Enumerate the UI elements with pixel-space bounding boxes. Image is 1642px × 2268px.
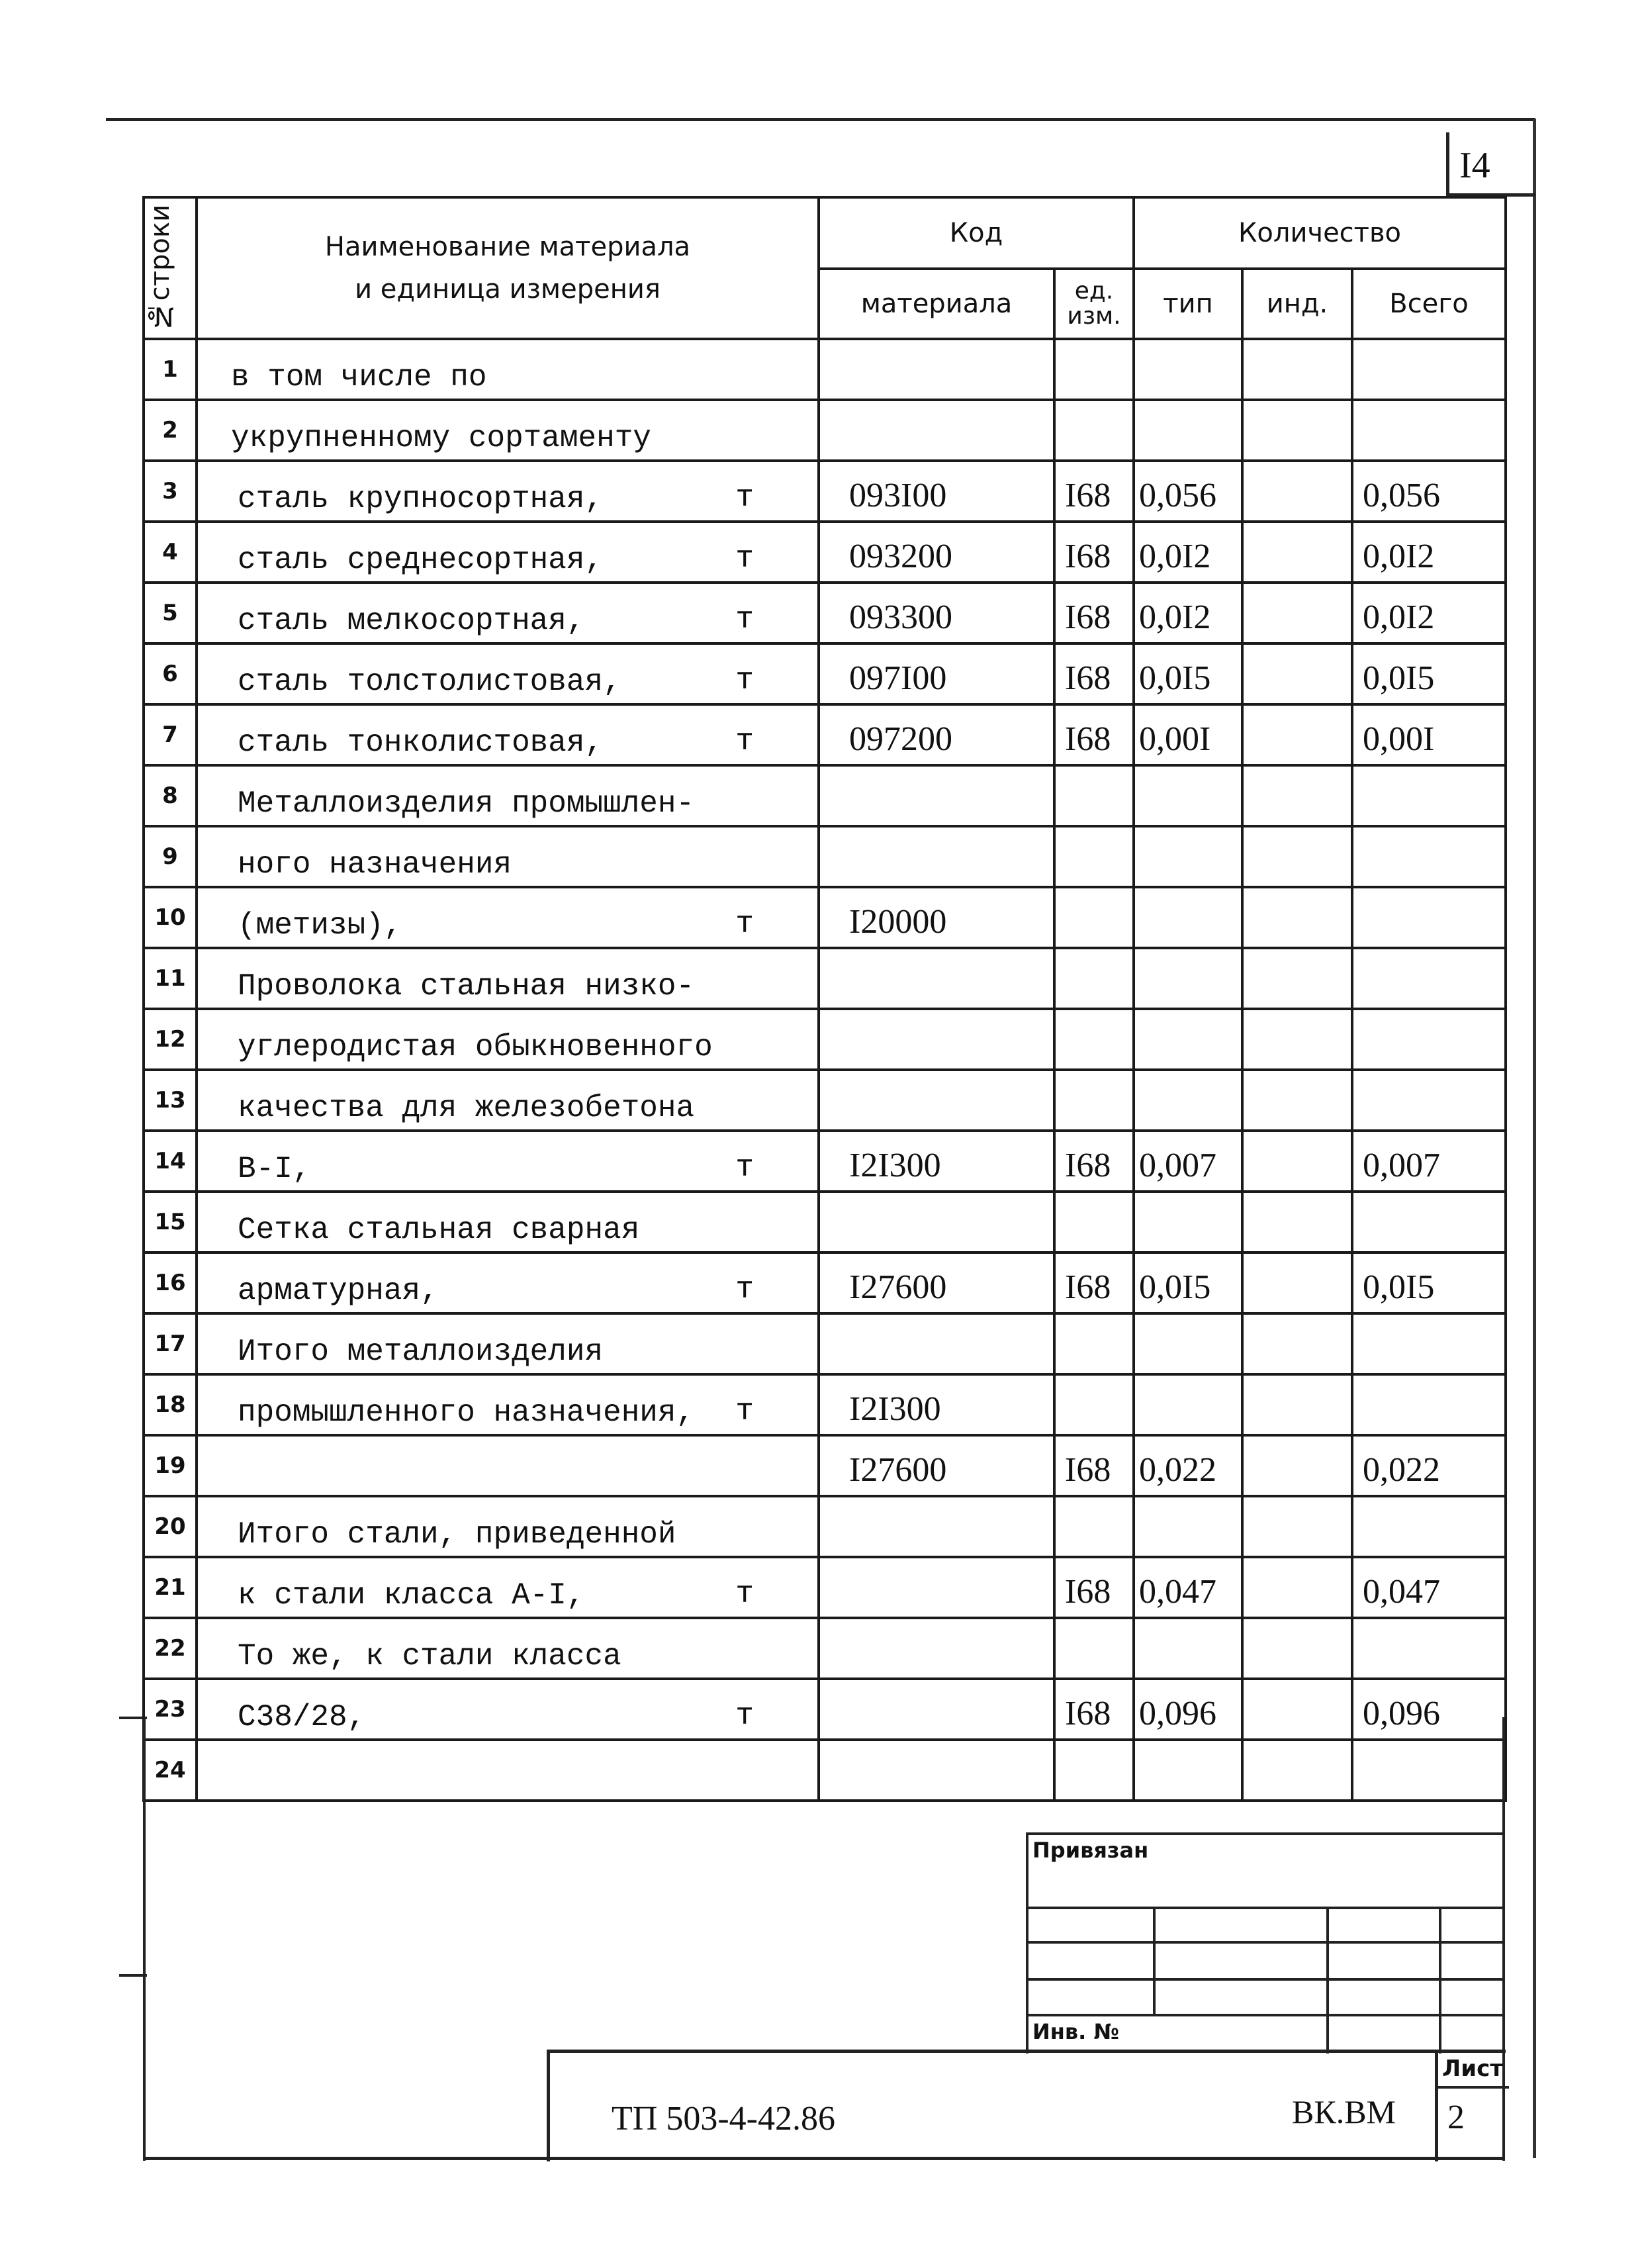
stamp-line	[1028, 2014, 1505, 2016]
material-code	[819, 1313, 1054, 1374]
material-name-text: сталь мелкосортная,	[238, 604, 585, 638]
unit-label: т	[735, 1151, 754, 1185]
quantity-individual	[1242, 522, 1352, 583]
row-number: 12	[144, 1009, 197, 1070]
quantity-type: 0,0I5	[1134, 643, 1242, 704]
material-code: 093300	[819, 583, 1054, 643]
quantity-type	[1134, 400, 1242, 461]
material-name	[197, 1070, 819, 1131]
material-name-text: B-I,	[238, 1152, 311, 1186]
unit-code	[1054, 1740, 1134, 1801]
unit-code	[1054, 887, 1134, 948]
quantity-individual	[1242, 826, 1352, 887]
material-name-text: качества для железобетона	[238, 1091, 695, 1125]
material-name-text: Проволока стальная низко-	[238, 969, 695, 1004]
material-code	[819, 765, 1054, 826]
quantity-total	[1352, 765, 1506, 826]
material-name	[197, 1496, 819, 1557]
material-name-text: То же, к стали класса	[238, 1639, 621, 1674]
quantity-individual	[1242, 1618, 1352, 1679]
material-code: 097I00	[819, 643, 1054, 704]
quantity-type	[1134, 1740, 1242, 1801]
material-code	[819, 1618, 1054, 1679]
row-number-header: №строки	[144, 197, 197, 339]
material-name-text: (метизы),	[238, 908, 402, 943]
quantity-type	[1134, 1192, 1242, 1252]
material-name-text: сталь толстолистовая,	[238, 665, 621, 699]
document-code: ВК.ВМ	[1292, 2093, 1396, 2130]
unit-code: I68	[1054, 522, 1134, 583]
code-header: Код	[819, 197, 1134, 269]
material-name	[197, 339, 819, 400]
unit-label: т	[735, 1272, 754, 1307]
quantity-type: 0,022	[1134, 1435, 1242, 1496]
unit-code	[1054, 826, 1134, 887]
row-number: 15	[144, 1192, 197, 1252]
table-row	[144, 826, 1506, 887]
quantity-total	[1352, 1740, 1506, 1801]
quantity-individual	[1242, 339, 1352, 400]
material-code	[819, 1496, 1054, 1557]
unit-code	[1054, 765, 1134, 826]
sheet-number: 2	[1447, 2099, 1465, 2136]
quantity-individual	[1242, 887, 1352, 948]
material-name-text: промышленного назначения,	[238, 1395, 695, 1430]
material-name	[197, 583, 819, 643]
quantity-individual	[1242, 1557, 1352, 1618]
material-code	[819, 1192, 1054, 1252]
material-code: 093200	[819, 522, 1054, 583]
unit-label: т	[735, 481, 754, 515]
frame-left	[143, 1717, 146, 2161]
table-row	[144, 1252, 1506, 1313]
quantity-total	[1352, 1618, 1506, 1679]
quantity-total	[1352, 1496, 1506, 1557]
unit-code	[1054, 948, 1134, 1009]
quantity-type	[1134, 1618, 1242, 1679]
materials-table	[142, 196, 1507, 1802]
material-name	[197, 1618, 819, 1679]
quantity-type: 0,096	[1134, 1679, 1242, 1740]
quantity-total: 0,0I2	[1352, 583, 1506, 643]
row-number: 6	[144, 643, 197, 704]
unit-code-header: ед. изм.	[1054, 269, 1134, 339]
row-number: 11	[144, 948, 197, 1009]
row-number: 20	[144, 1496, 197, 1557]
unit-code	[1054, 400, 1134, 461]
row-number: 2	[144, 400, 197, 461]
unit-label: т	[735, 1699, 754, 1733]
quantity-type	[1134, 887, 1242, 948]
quantity-individual	[1242, 948, 1352, 1009]
unit-code	[1054, 339, 1134, 400]
table-row	[144, 1374, 1506, 1435]
table-row	[144, 765, 1506, 826]
material-name	[197, 887, 819, 948]
inventory-number-label: Инв. №	[1032, 2019, 1119, 2044]
stamp-line	[1028, 1941, 1505, 1944]
stamp-line	[1439, 1907, 1441, 2054]
row-number: 8	[144, 765, 197, 826]
quantity-total: 0,007	[1352, 1131, 1506, 1192]
binding-stamp	[1026, 1832, 1505, 2054]
unit-label: т	[735, 1394, 754, 1429]
unit-label: т	[735, 1577, 754, 1611]
material-code	[819, 1009, 1054, 1070]
quantity-total: 0,0I5	[1352, 1252, 1506, 1313]
quantity-type	[1134, 1009, 1242, 1070]
row-number: 14	[144, 1131, 197, 1192]
quantity-individual	[1242, 643, 1352, 704]
quantity-type	[1134, 1496, 1242, 1557]
material-name	[197, 1679, 819, 1740]
name-header: Наименование материала и единица измерения	[197, 197, 819, 339]
material-name	[197, 1740, 819, 1801]
material-code: I2I300	[819, 1131, 1054, 1192]
material-name-text: ного назначения	[238, 847, 512, 882]
material-name	[197, 1252, 819, 1313]
quantity-individual	[1242, 1435, 1352, 1496]
material-code	[819, 826, 1054, 887]
material-code	[819, 339, 1054, 400]
quantity-individual	[1242, 461, 1352, 522]
unit-code: I68	[1054, 1557, 1134, 1618]
quantity-total	[1352, 948, 1506, 1009]
quantity-type	[1134, 948, 1242, 1009]
row-number: 9	[144, 826, 197, 887]
page-number: I4	[1459, 145, 1490, 186]
quantity-header: Количество	[1134, 197, 1506, 269]
material-code: I2I300	[819, 1374, 1054, 1435]
material-code-header: материала	[819, 269, 1054, 339]
table-row	[144, 1496, 1506, 1557]
unit-code	[1054, 1496, 1134, 1557]
total-header: Всего	[1352, 269, 1506, 339]
table-row	[144, 1557, 1506, 1618]
row-number: 17	[144, 1313, 197, 1374]
unit-label: т	[735, 602, 754, 637]
unit-code: I68	[1054, 704, 1134, 765]
table-row	[144, 887, 1506, 948]
row-number: 22	[144, 1618, 197, 1679]
sheet-cell	[1435, 2053, 1509, 2161]
material-name	[197, 948, 819, 1009]
material-name-text: в том числе по	[231, 360, 487, 395]
quantity-individual	[1242, 1496, 1352, 1557]
quantity-total	[1352, 1192, 1506, 1252]
quantity-type	[1134, 1374, 1242, 1435]
material-code: 097200	[819, 704, 1054, 765]
stamp-line	[1326, 1907, 1329, 2054]
quantity-type	[1134, 765, 1242, 826]
quantity-total	[1352, 339, 1506, 400]
row-number: 18	[144, 1374, 197, 1435]
row-number: 3	[144, 461, 197, 522]
type-header: тип	[1134, 269, 1242, 339]
table-row	[144, 1435, 1506, 1496]
table-row	[144, 339, 1506, 400]
unit-code: I68	[1054, 583, 1134, 643]
unit-code: I68	[1054, 1131, 1134, 1192]
table-row	[144, 948, 1506, 1009]
material-code	[819, 1070, 1054, 1131]
material-name	[197, 522, 819, 583]
unit-code	[1054, 1618, 1134, 1679]
top-rule	[106, 118, 1535, 121]
material-name-text: Итого металлоизделия	[238, 1335, 604, 1369]
material-name	[197, 1131, 819, 1192]
table-row	[144, 1009, 1506, 1070]
unit-code	[1054, 1374, 1134, 1435]
table-row	[144, 704, 1506, 765]
material-name-text: Итого стали, приведенной	[238, 1517, 676, 1552]
quantity-individual	[1242, 704, 1352, 765]
material-code: I27600	[819, 1435, 1054, 1496]
quantity-total: 0,00I	[1352, 704, 1506, 765]
quantity-total: 0,0I2	[1352, 522, 1506, 583]
material-name-text: арматурная,	[238, 1274, 439, 1308]
individual-header: инд.	[1242, 269, 1352, 339]
quantity-total: 0,0I5	[1352, 643, 1506, 704]
quantity-type: 0,00I	[1134, 704, 1242, 765]
unit-code: I68	[1054, 1252, 1134, 1313]
material-name-text: сталь тонколистовая,	[238, 726, 604, 760]
unit-code: I68	[1054, 643, 1134, 704]
quantity-individual	[1242, 765, 1352, 826]
material-name	[197, 826, 819, 887]
unit-label: т	[735, 907, 754, 941]
quantity-individual	[1242, 400, 1352, 461]
material-name	[197, 1435, 819, 1496]
unit-code: I68	[1054, 1679, 1134, 1740]
quantity-total	[1352, 1009, 1506, 1070]
row-number: 1	[144, 339, 197, 400]
quantity-type: 0,0I2	[1134, 583, 1242, 643]
table-row	[144, 1131, 1506, 1192]
quantity-total	[1352, 1374, 1506, 1435]
sheet-label: Лист	[1442, 2055, 1503, 2082]
quantity-total	[1352, 1313, 1506, 1374]
quantity-total	[1352, 1070, 1506, 1131]
quantity-type: 0,0I5	[1134, 1252, 1242, 1313]
material-name-text: укрупненному сортаменту	[231, 421, 651, 455]
right-rule	[1533, 119, 1536, 2158]
material-name-text: сталь крупносортная,	[238, 482, 604, 516]
material-code	[819, 1740, 1054, 1801]
material-name-text: к стали класса A-I,	[238, 1578, 585, 1613]
quantity-individual	[1242, 1192, 1352, 1252]
material-name-text: сталь среднесортная,	[238, 543, 604, 577]
stamp-line	[1028, 1907, 1505, 1909]
material-name	[197, 1009, 819, 1070]
material-code	[819, 1679, 1054, 1740]
material-name	[197, 765, 819, 826]
quantity-individual	[1242, 1252, 1352, 1313]
unit-label: т	[735, 663, 754, 698]
quantity-total: 0,096	[1352, 1679, 1506, 1740]
table-row	[144, 1192, 1506, 1252]
unit-code	[1054, 1192, 1134, 1252]
quantity-individual	[1242, 1313, 1352, 1374]
row-number: 4	[144, 522, 197, 583]
unit-code: I68	[1054, 1435, 1134, 1496]
material-name	[197, 704, 819, 765]
material-name-text: С38/28,	[238, 1700, 366, 1734]
quantity-individual	[1242, 1374, 1352, 1435]
quantity-individual	[1242, 1009, 1352, 1070]
table-row	[144, 643, 1506, 704]
stamp-line	[1028, 1978, 1505, 1981]
unit-code	[1054, 1070, 1134, 1131]
row-number: 7	[144, 704, 197, 765]
material-name-text: Металлоизделия промышлен-	[238, 786, 695, 821]
material-code: I27600	[819, 1252, 1054, 1313]
quantity-total: 0,022	[1352, 1435, 1506, 1496]
quantity-type	[1134, 826, 1242, 887]
quantity-total: 0,047	[1352, 1557, 1506, 1618]
table-row	[144, 1313, 1506, 1374]
quantity-total	[1352, 887, 1506, 948]
table-row	[144, 1679, 1506, 1740]
row-number: 19	[144, 1435, 197, 1496]
quantity-individual	[1242, 1070, 1352, 1131]
table-row	[144, 1740, 1506, 1801]
quantity-individual	[1242, 1740, 1352, 1801]
material-name	[197, 461, 819, 522]
unit-code: I68	[1054, 461, 1134, 522]
row-number: 24	[144, 1740, 197, 1801]
document-number: ТП 503-4-42.86	[612, 2100, 835, 2138]
quantity-type	[1134, 1313, 1242, 1374]
material-code	[819, 948, 1054, 1009]
quantity-individual	[1242, 1131, 1352, 1192]
row-number: 16	[144, 1252, 197, 1313]
quantity-total	[1352, 400, 1506, 461]
table-row	[144, 461, 1506, 522]
unit-code	[1054, 1313, 1134, 1374]
quantity-individual	[1242, 583, 1352, 643]
title-block	[547, 2050, 1506, 2161]
quantity-type	[1134, 339, 1242, 400]
row-number: 13	[144, 1070, 197, 1131]
row-number: 10	[144, 887, 197, 948]
material-name	[197, 643, 819, 704]
quantity-type	[1134, 1070, 1242, 1131]
quantity-type: 0,007	[1134, 1131, 1242, 1192]
material-code	[819, 400, 1054, 461]
unit-label: т	[735, 542, 754, 576]
table-row	[144, 583, 1506, 643]
table-row	[144, 400, 1506, 461]
material-name-text: углеродистая обыкновенного	[238, 1030, 713, 1064]
quantity-total: 0,056	[1352, 461, 1506, 522]
material-name	[197, 1192, 819, 1252]
attached-label: Привязан	[1032, 1838, 1149, 1863]
row-number: 5	[144, 583, 197, 643]
stamp-line	[1153, 1907, 1156, 2015]
quantity-type: 0,0I2	[1134, 522, 1242, 583]
material-name	[197, 1313, 819, 1374]
material-code	[819, 1557, 1054, 1618]
table-row	[144, 522, 1506, 583]
quantity-type: 0,047	[1134, 1557, 1242, 1618]
material-name	[197, 1557, 819, 1618]
sheet-divider	[1438, 2086, 1509, 2089]
quantity-individual	[1242, 1679, 1352, 1740]
table-row	[144, 1618, 1506, 1679]
row-number: 21	[144, 1557, 197, 1618]
quantity-type: 0,056	[1134, 461, 1242, 522]
row-number: 23	[144, 1679, 197, 1740]
material-code: 093I00	[819, 461, 1054, 522]
unit-code	[1054, 1009, 1134, 1070]
table-row	[144, 1070, 1506, 1131]
material-name	[197, 1374, 819, 1435]
material-code: I20000	[819, 887, 1054, 948]
unit-label: т	[735, 724, 754, 759]
quantity-total	[1352, 826, 1506, 887]
material-name	[197, 400, 819, 461]
material-name-text: Сетка стальная сварная	[238, 1213, 640, 1247]
